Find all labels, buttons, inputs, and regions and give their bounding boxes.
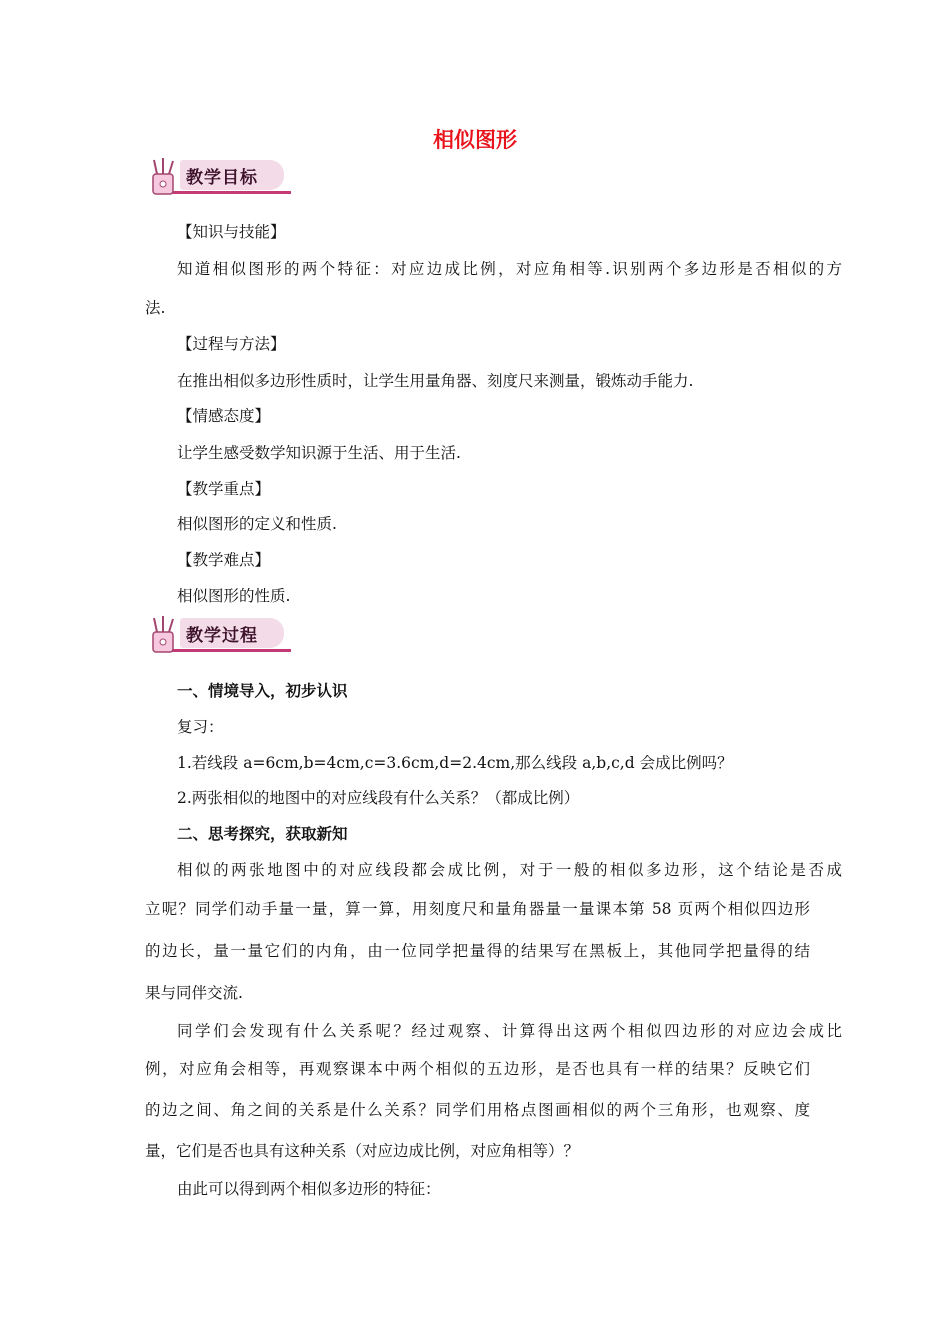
heading-emotion: 【情感态度】 [177, 407, 271, 425]
paragraph-line: 在推出相似多边形性质时，让学生用量角器、刻度尺来测量，锻炼动手能力. [177, 372, 694, 390]
heading-part2: 二、思考探究，获取新知 [177, 825, 348, 843]
paragraph-line: 同学们会发现有什么关系呢？经过观察、计算得出这两个相似四边形的对应边会成比 [177, 1022, 842, 1040]
paragraph-line: 由此可以得到两个相似多边形的特征： [177, 1180, 441, 1198]
question-2: 2.两张相似的地图中的对应线段有什么关系？（都成比例） [177, 789, 580, 807]
paragraph-line: 相似图形的定义和性质. [177, 515, 337, 533]
section-underline [172, 191, 291, 194]
heading-part1: 一、情境导入，初步认识 [177, 682, 348, 700]
section-label: 教学过程 [186, 626, 258, 646]
paragraph-line: 法. [145, 299, 166, 317]
question-1: 1.若线段 a=6cm,b=4cm,c=3.6cm,d=2.4cm,那么线段 a,b,c,d 会成比例吗？ [177, 754, 733, 772]
heading-difficult-points: 【教学难点】 [177, 551, 271, 569]
paragraph-line: 让学生感受数学知识源于生活、用于生活. [177, 444, 461, 462]
paragraph-line: 立呢？同学们动手量一量，算一算，用刻度尺和量角器量一量课本第 58 页两个相似四边形 [145, 900, 810, 918]
section-header-objectives [146, 156, 291, 198]
paragraph-line: 复习： [177, 718, 224, 736]
paragraph-line: 果与同伴交流. [145, 984, 243, 1002]
paragraph-line: 相似的两张地图中的对应线段都会成比例，对于一般的相似多边形，这个结论是否成 [177, 861, 842, 879]
section-header-process [146, 614, 291, 656]
pencil-cup-icon [146, 614, 182, 656]
paragraph-line: 例，对应角会相等，再观察课本中两个相似的五边形，是否也具有一样的结果？反映它们 [145, 1060, 810, 1078]
section-underline [172, 649, 291, 652]
section-label: 教学目标 [186, 168, 258, 188]
paragraph-line: 的边长，量一量它们的内角，由一位同学把量得的结果写在黑板上，其他同学把量得的结 [145, 942, 810, 960]
paragraph-line: 知道相似图形的两个特征：对应边成比例，对应角相等.识别两个多边形是否相似的方 [177, 260, 842, 278]
paragraph-line: 相似图形的性质. [177, 587, 291, 605]
heading-method: 【过程与方法】 [177, 335, 286, 353]
heading-knowledge: 【知识与技能】 [177, 223, 286, 241]
paragraph-line: 量，它们是否也具有这种关系（对应边成比例，对应角相等）？ [145, 1142, 580, 1160]
pencil-cup-icon [146, 156, 182, 198]
heading-key-points: 【教学重点】 [177, 480, 271, 498]
page-title: 相似图形 [433, 128, 517, 152]
paragraph-line: 的边之间、角之间的关系是什么关系？同学们用格点图画相似的两个三角形，也观察、度 [145, 1101, 810, 1119]
